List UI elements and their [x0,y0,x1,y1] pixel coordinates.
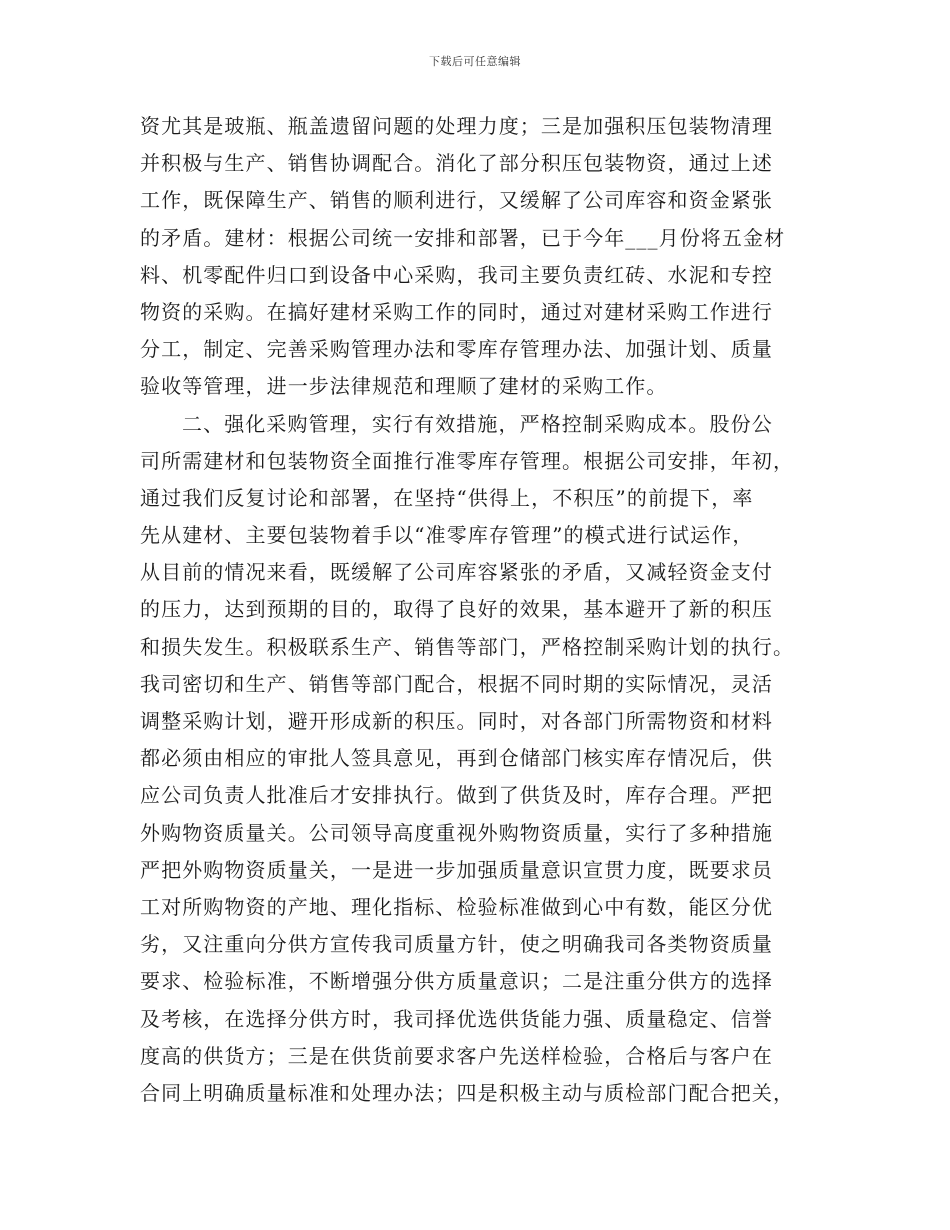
text-line: 合同上明确质量标准和处理办法；四是积极主动与质检部门配合把关， [140,1080,795,1105]
text-line: 我司密切和生产、销售等部门配合，根据不同时期的实际情况，灵活 [140,671,773,696]
text-line: 验收等管理，进一步法律规范和理顺了建材的采购工作。 [140,374,668,399]
text-line: 调整采购计划，避开形成新的积压。同时，对各部门所需物资和材料 [140,709,773,733]
text-line: 工对所购物资的产地、理化指标、检验标准做到心中有数，能区分优 [140,894,773,919]
text-line: 外购物资质量关。公司领导高度重视外购物资质量，实行了多种措施 [140,820,773,845]
text-line: 要求、检验标准，不断增强分供方质量意识；二是注重分供方的选择 [140,969,773,994]
text-line: 及考核，在选择分供方时，我司择优选供货能力强、质量稳定、信誉 [140,1006,773,1031]
page-header: 下载后可任意编辑 [429,55,521,68]
text-line: 应公司负责人批准后才安排执行。做到了供货及时，库存合理。严把 [140,783,773,808]
text-line: 司所需建材和包装物资全面推行准零库存管理。根据公司安排，年初， [140,448,795,473]
text-line: 资尤其是玻瓶、瓶盖遗留问题的处理力度；三是加强积压包装物清理 [140,114,773,138]
text-line: 劣，又注重向分供方宣传我司质量方针，使之明确我司各类物资质量 [140,932,773,957]
paragraph-start-line: 二、强化采购管理，实行有效措施，严格控制采购成本。股份公 [182,411,773,436]
text-line: 的矛盾。建材：根据公司统一安排和部署，已于今年___月份将五金材 [140,225,786,250]
text-line: 分工，制定、完善采购管理办法和零库存管理办法、加强计划、质量 [140,337,773,362]
document-body [140,108,820,1112]
text-line: 从目前的情况来看，既缓解了公司库容紧张的矛盾，又减轻资金支付 [140,560,773,585]
text-line: 和损失发生。积极联系生产、销售等部门，严格控制采购计划的执行。 [140,634,795,659]
text-line: 物资的采购。在搞好建材采购工作的同时，通过对建材采购工作进行 [140,299,773,324]
text-line: 都必须由相应的审批人签具意见，再到仓储部门核实库存情况后，供 [140,746,773,771]
text-line: 并积极与生产、销售协调配合。消化了部分积压包装物资，通过上述 [140,151,773,176]
text-line: 的压力，达到预期的目的，取得了良好的效果，基本避开了新的积压 [140,597,773,622]
text-line: 料、机零配件归口到设备中心采购，我司主要负责红砖、水泥和专控 [140,262,773,287]
text-line: 通过我们反复讨论和部署，在坚持“供得上，不积压”的前提下，率 [140,485,754,510]
text-line: 度高的供货方；三是在供货前要求客户先送样检验，合格后与客户在 [140,1043,773,1068]
text-line: 工作，既保障生产、销售的顺利进行，又缓解了公司库容和资金紧张 [140,188,773,213]
text-line: 严把外购物资质量关，一是进一步加强质量意识宣贯力度，既要求员 [140,857,773,882]
text-line: 先从建材、主要包装物着手以“准零库存管理”的模式进行试运作， [140,523,754,548]
